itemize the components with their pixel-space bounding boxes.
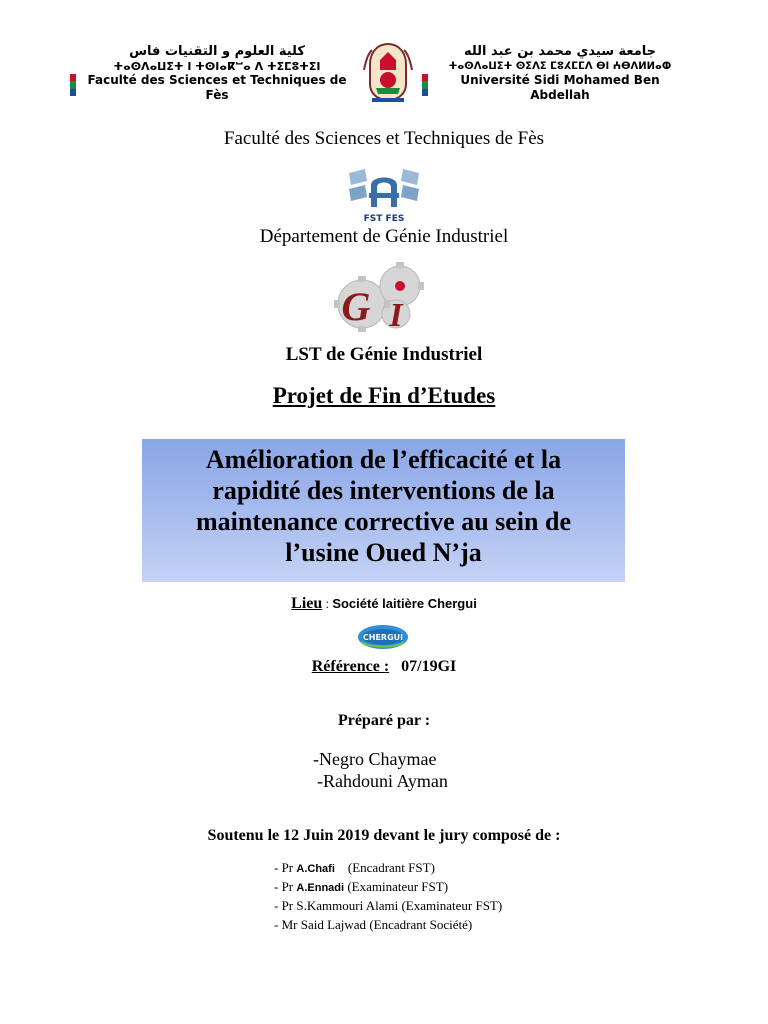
university-seal-icon (358, 40, 418, 106)
project-title (142, 444, 625, 568)
university-french-name: Université Sidi Mohamed Ben Abdellah (460, 73, 660, 102)
faculty-french-name: Faculté des Sciences et Techniques de Fès (87, 73, 347, 102)
university-arabic-name: جامعة سيدي محمد بن عبد الله (463, 44, 657, 59)
prepared-by-label: Préparé par : (337, 712, 431, 729)
location-line (0, 595, 768, 613)
faculty-name: Faculté des Sciences et Techniques de Fès (223, 128, 545, 149)
jury-member: - Pr A.Ennadi (Examinateur FST) (274, 879, 449, 894)
student-name: -Rahdouni Ayman (317, 771, 448, 791)
student-name: -Negro Chaymae (313, 749, 437, 769)
jury-member: - Mr Said Lajwad (Encadrant Société) (274, 917, 473, 932)
header-right-block (430, 44, 690, 103)
fst-fes-logo-text: FST FES (363, 214, 405, 224)
title-line: rapidité des interventions de la (212, 476, 555, 505)
chergui-logo-text: CHERGUI (362, 633, 404, 642)
fst-fes-logo-icon (347, 167, 421, 225)
chergui-logo-icon (357, 624, 409, 650)
title-line: maintenance corrective au sein de (196, 507, 571, 536)
gi-logo-letter-g: G (341, 284, 371, 329)
header-left-block (82, 44, 352, 103)
location-label: Lieu (291, 595, 323, 612)
title-line: l’usine Oued N’ja (285, 538, 482, 567)
faculty-tifinagh-name: ⵜⴰⵙⴷⴰⵡⵉⵜ ⵏ ⵜⵙⵏⴰⴽⵯⴰ ⴷ ⵜⵉⵎⵓⵜⵉⵏ (113, 60, 321, 73)
tricolor-bar-left (70, 74, 76, 96)
project-heading: Projet de Fin d’Etudes (272, 383, 496, 408)
faculty-arabic-name: كلية العلوم و التقنيات فاس (129, 44, 305, 59)
jury-member: - Pr A.Chafi (Encadrant FST) (274, 860, 435, 875)
reference-value: 07/19GI (401, 658, 457, 675)
jury-member: - Pr S.Kammouri Alami (Examinateur FST) (274, 898, 503, 913)
department-name: Département de Génie Industriel (259, 226, 509, 247)
university-tifinagh-name: ⵜⴰⵙⴷⴰⵡⵉⵜ ⵙⵉⴷⵉ ⵎⵓⵃⵎⵎⴷ ⴱⵏ ⵄⴱⴷⵍⵍⴰⵀ (448, 61, 672, 72)
gi-logo-letter-i: I (389, 297, 403, 334)
title-line: Amélioration de l’efficacité et la (205, 445, 562, 474)
reference-label: Référence : (311, 658, 390, 675)
tricolor-bar-right (422, 74, 428, 96)
location-value: Société laitière Chergui (332, 596, 477, 611)
jury-list (274, 859, 502, 935)
reference-line (0, 658, 768, 676)
gi-gear-logo-icon (334, 262, 428, 334)
project-title-box (142, 439, 625, 582)
program-name: LST de Génie Industriel (285, 344, 483, 365)
defense-statement: Soutenu le 12 Juin 2019 devant le jury composé de : (207, 827, 561, 844)
location-separator: : (322, 597, 333, 611)
